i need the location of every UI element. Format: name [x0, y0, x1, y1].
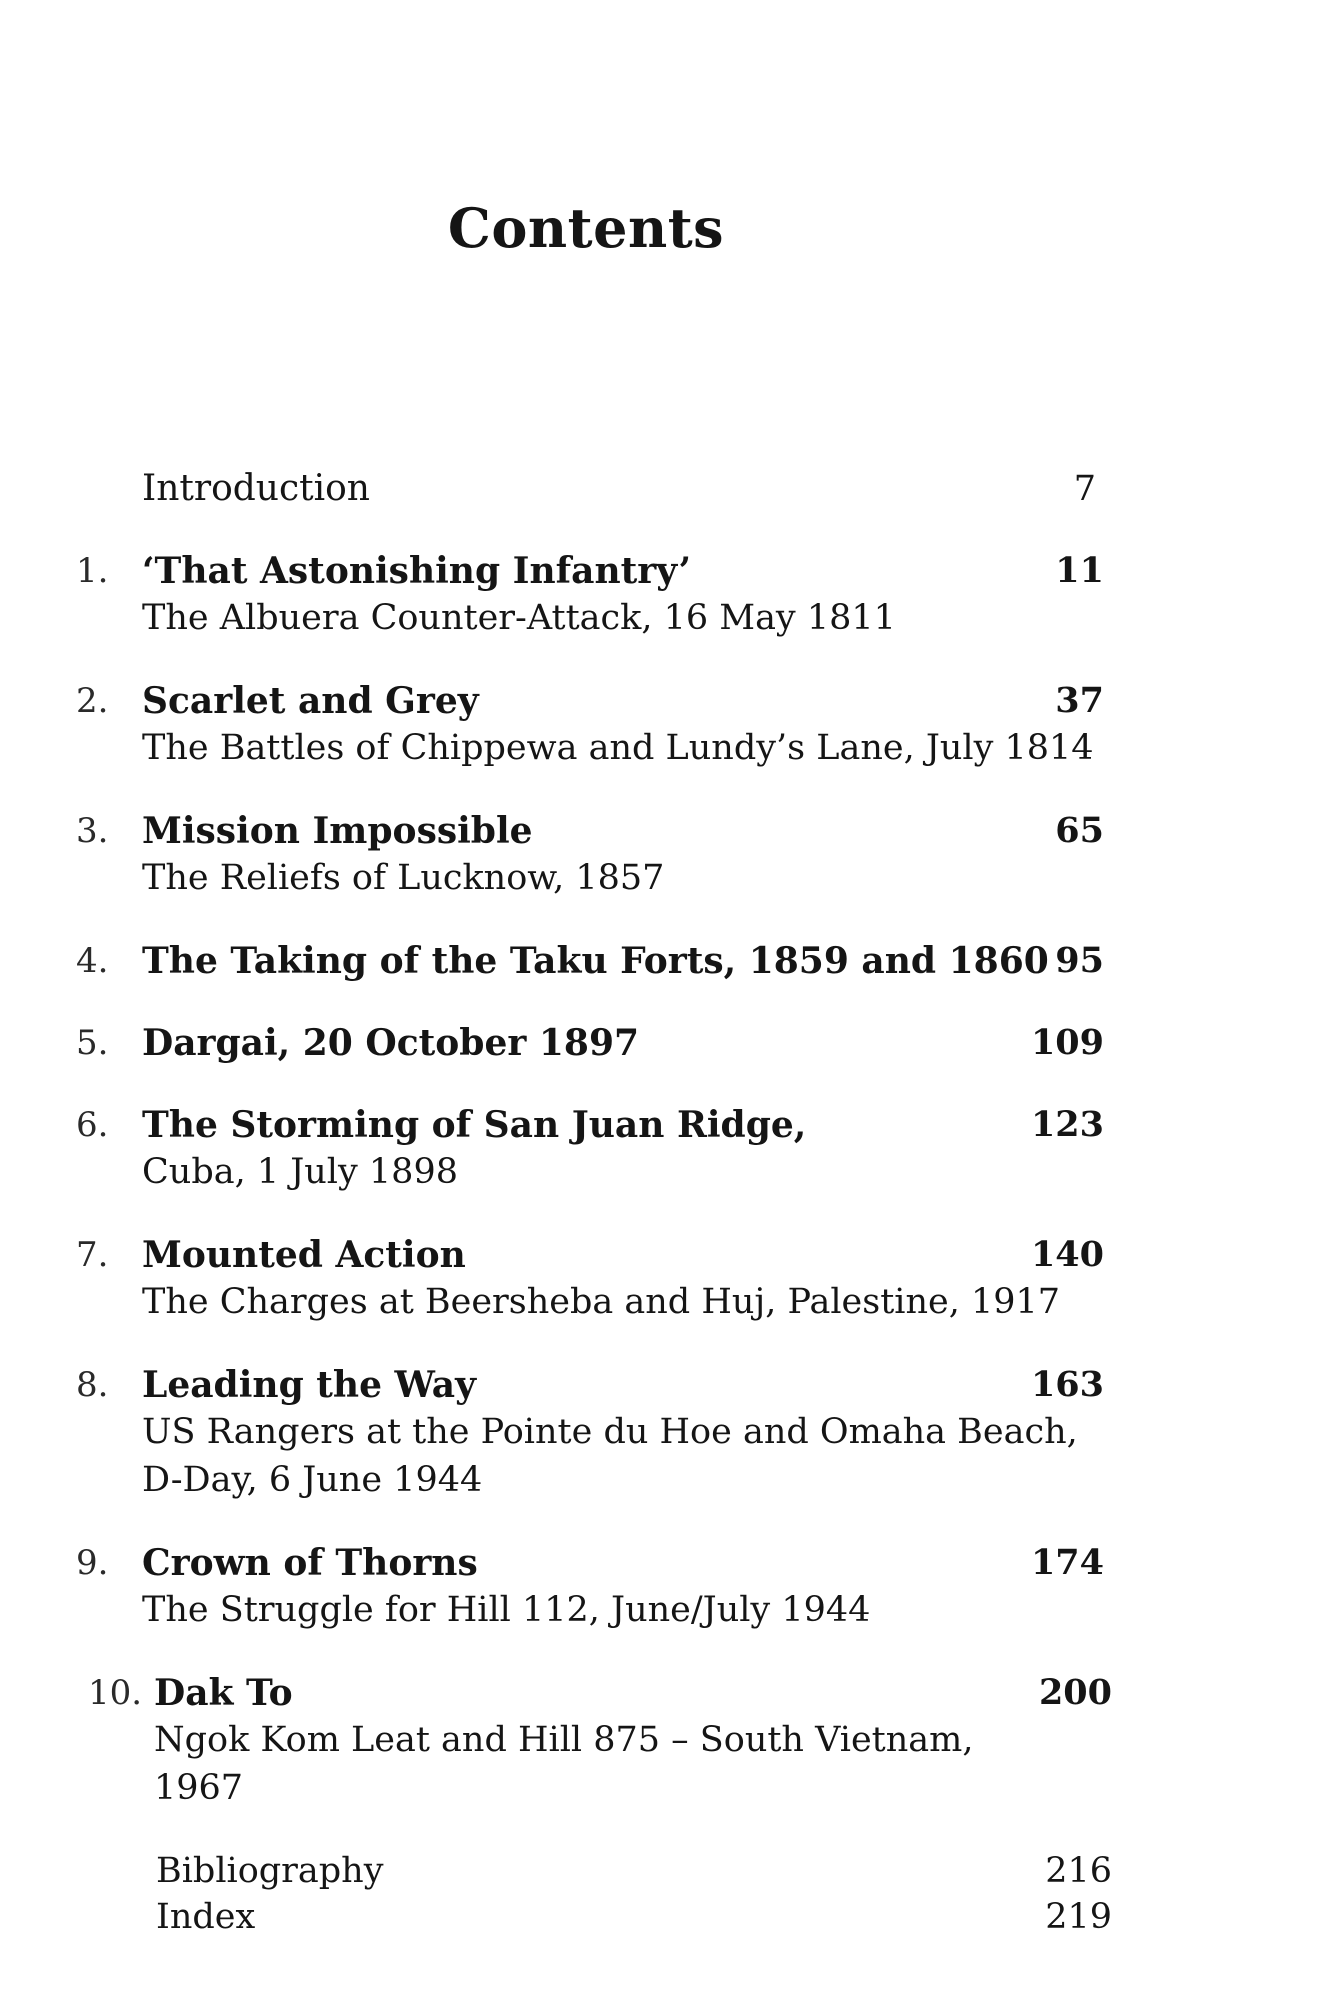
toc-page-number: 95 [1055, 940, 1104, 981]
toc-entry-3 [0, 808, 1344, 902]
toc-backmatter-label: Bibliography [156, 1851, 384, 1891]
toc-page-number: 174 [1030, 1542, 1104, 1583]
toc-page-number: 219 [1045, 1897, 1112, 1937]
toc-chapter-subtitle: The Battles of Chippewa and Lundy’s Lane, July 1814 [142, 728, 1094, 768]
toc-entry-9 [0, 1540, 1344, 1634]
toc-number: 1. [76, 551, 109, 591]
toc-entry-8 [0, 1362, 1344, 1504]
toc-introduction-page: 7 [1073, 469, 1096, 509]
toc-page-number: 109 [1030, 1022, 1104, 1063]
toc-page-number: 11 [1055, 550, 1104, 591]
toc-number: 2. [76, 681, 109, 721]
toc-page-number: 140 [1030, 1234, 1104, 1275]
toc-page-number: 163 [1030, 1364, 1104, 1405]
toc-entry-1 [0, 548, 1344, 642]
toc-chapter-title: Dargai, 20 October 1897 [142, 1022, 640, 1064]
toc-number: 9. [76, 1543, 109, 1583]
toc-number: 7. [76, 1235, 109, 1275]
toc-page-number: 65 [1055, 810, 1104, 851]
toc-chapter-subtitle: 1967 [154, 1768, 244, 1808]
toc-entry-10 [0, 1670, 1344, 1812]
toc-chapter-subtitle: D-Day, 6 June 1944 [142, 1460, 483, 1500]
toc-number: 8. [76, 1365, 109, 1405]
toc-page-number: 123 [1030, 1104, 1104, 1145]
table-of-contents [0, 466, 1344, 1940]
toc-number: 4. [76, 941, 109, 981]
toc-chapter-title: Scarlet and Grey [142, 680, 479, 722]
toc-number: 6. [76, 1105, 109, 1145]
toc-chapter-subtitle: US Rangers at the Pointe du Hoe and Omaha Beach, [142, 1412, 1078, 1452]
toc-chapter-title: Leading the Way [142, 1364, 477, 1406]
toc-page-number: 216 [1045, 1851, 1112, 1891]
toc-number: 3. [76, 811, 109, 851]
toc-entry-index [0, 1894, 1344, 1940]
toc-chapter-subtitle: Ngok Kom Leat and Hill 875 – South Vietnam, [154, 1720, 974, 1760]
toc-chapter-subtitle: The Albuera Counter-Attack, 16 May 1811 [142, 598, 896, 638]
toc-number: 10. [88, 1673, 143, 1713]
toc-entry-6 [0, 1102, 1344, 1196]
toc-backmatter [0, 1848, 1344, 1940]
toc-page-number: 200 [1038, 1672, 1112, 1713]
toc-entry-2 [0, 678, 1344, 772]
toc-entry-bibliography [0, 1848, 1344, 1894]
page-title: Contents [447, 196, 725, 260]
toc-chapter-title: The Storming of San Juan Ridge, [142, 1104, 807, 1146]
toc-page-number: 37 [1055, 680, 1104, 721]
toc-chapter-subtitle: The Reliefs of Lucknow, 1857 [142, 858, 665, 898]
toc-chapter-title: ‘That Astonishing Infantry’ [142, 550, 692, 592]
toc-entry-4 [0, 938, 1344, 984]
toc-entry-7 [0, 1232, 1344, 1326]
toc-chapter-title: The Taking of the Taku Forts, 1859 and 1860 [142, 940, 1049, 982]
toc-chapter-title: Dak To [154, 1672, 293, 1714]
toc-entry-introduction [0, 466, 1344, 512]
toc-chapter-title: Mission Impossible [142, 810, 533, 852]
toc-introduction-title: Introduction [142, 468, 370, 509]
toc-entry-5 [0, 1020, 1344, 1066]
toc-chapter-subtitle: Cuba, 1 July 1898 [142, 1152, 458, 1192]
toc-chapter-title: Mounted Action [142, 1234, 466, 1276]
toc-chapter-title: Crown of Thorns [142, 1542, 478, 1584]
toc-chapter-subtitle: The Struggle for Hill 112, June/July 1944 [142, 1590, 871, 1630]
toc-number: 5. [76, 1023, 109, 1063]
toc-backmatter-label: Index [156, 1897, 256, 1937]
toc-chapter-subtitle: The Charges at Beersheba and Huj, Palestine, 1917 [142, 1282, 1061, 1322]
